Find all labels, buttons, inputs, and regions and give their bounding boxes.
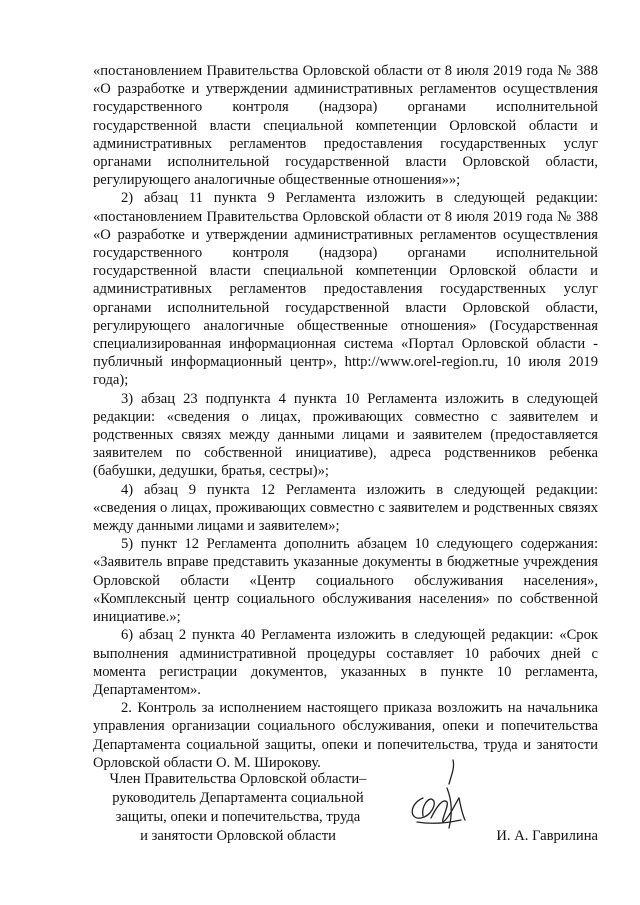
signatory-name: И. А. Гаврилина: [496, 828, 598, 844]
handwritten-signature-icon: [403, 758, 473, 848]
paragraph-5: 5) пункт 12 Регламента дополнить абзацем 10 следующего содержания: «Заявитель вправе представить указанные документы в бюджетные учреждения Орловской области «Центр социального обслуживания населения», «Комплексный центр социального обслуживания населения» по собственной инициативе.»;: [93, 536, 598, 626]
paragraph-6: 6) абзац 2 пункта 40 Регламента изложить в следующей редакции: «Срок выполнения административной процедуры составляет 10 рабочих дней с момента регистрации документов, указанных в пункте 10 регламента, Департаментом».: [93, 627, 598, 698]
paragraph-7-control: 2. Контроль за исполнением настоящего приказа возложить на начальника управления организации социального обслуживания, опеки и попечительства Департамента социальной защиты, опеки и попечительства, труда и занятости Орловской области О. М. Широкову.: [93, 700, 598, 771]
paragraph-4: 4) абзац 9 пункта 12 Регламента изложить в следующей редакции: «сведения о лицах, проживающих совместно с заявителем и родственных связях между данными лицами и заявителем»;: [93, 481, 598, 535]
signatory-title-line: руководитель Департамента социальной: [112, 790, 364, 806]
signatory-title-line: защиты, опеки и попечительства, труда: [115, 809, 361, 825]
signature-block: [93, 770, 598, 870]
document-body: [93, 62, 598, 772]
signatory-title: [93, 770, 383, 846]
paragraph-2: 2) абзац 11 пункта 9 Регламента изложить в следующей редакции: «постановлением Правительства Орловской области от 8 июля 2019 года № 388 «О разработке и утверждении административных регламентов осуществления государственного контроля (надзора) органами исполнительной государственной власти специальной компетенции Орловской области и административных регламентов предоставления государственных услуг органами исполнительной государственной власти Орловской области, регулирующего аналогичные общественные отношения» (Государственная специализированная информационная система «Портал Орловской области - публичный информационный центр», http://www.orel-region.ru, 10 июля 2019 года);: [93, 190, 598, 389]
signatory-title-line: Член Правительства Орловской области–: [109, 771, 367, 787]
paragraph-1: «постановлением Правительства Орловской области от 8 июля 2019 года № 388 «О разработке и утверждении административных регламентов осуществления государственного контроля (надзора) органами исполнительной государственной власти специальной компетенции Орловской области и административных регламентов предоставления государственных услуг органами исполнительной государственной власти Орловской области, регулирующего аналогичные общественные отношения»»;: [93, 63, 598, 189]
paragraph-3: 3) абзац 23 подпункта 4 пункта 10 Регламента изложить в следующей редакции: «сведения о лицах, проживающих совместно с заявителем и родственных связях между данными лицами и заявителем (предоставляется заявителем по собственной инициативе), адреса родственников ребенка (бабушки, дедушки, братья, сестры)»;: [93, 390, 598, 480]
signatory-title-line: и занятости Орловской области: [140, 828, 336, 844]
